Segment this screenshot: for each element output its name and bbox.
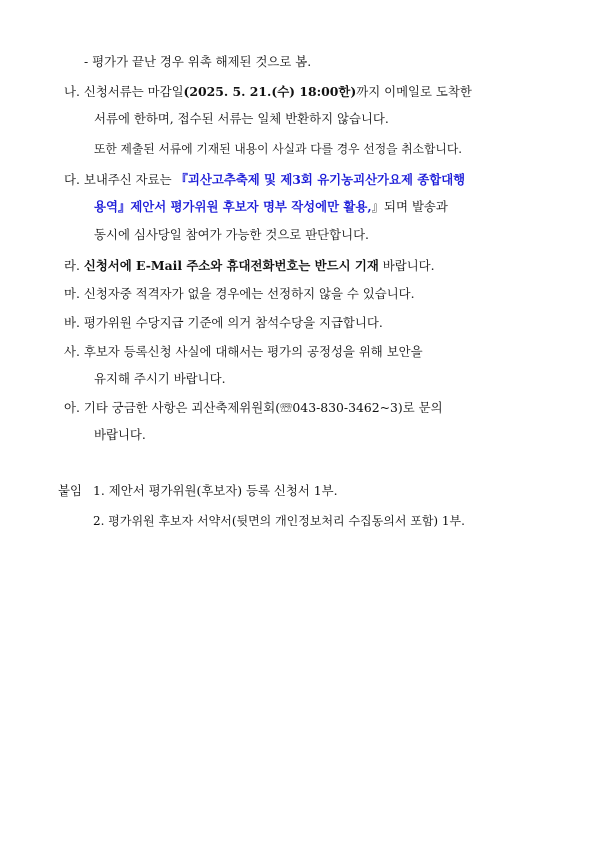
item-da-line3: 동시에 심사당일 참여가 가능한 것으로 판단합니다. [94,227,369,242]
item-da-text-end: 』되며 발송과 [371,199,448,214]
item-ma: 마. 신청자중 적격자가 없을 경우에는 선정하지 않을 수 있습니다. [64,286,415,301]
item-na-line3: 또한 제출된 서류에 기재된 내용이 사실과 다를 경우 선정을 취소합니다. [94,142,462,156]
item-da-line2 [94,199,448,215]
attachment-label: 붙임 [58,483,82,498]
attachment-1: 1. 제안서 평가위원(후보자) 등록 신청서 1부. [93,483,338,498]
item-ra-prefix: 라. [64,258,84,273]
item-na-text-end: 까지 이메일로 도착한 [356,84,472,99]
item-sa-line2: 유지해 주시기 바랍니다. [94,371,226,386]
service-title-cont: 용역』제안서 평가위원 후보자 명부 작성에만 활용, [94,199,372,214]
item-na-line2: 서류에 한하며, 접수된 서류는 일체 반환하지 않습니다. [94,111,389,126]
item-ra-suffix: 바랍니다. [378,258,435,273]
required-info: 신청서에 E-Mail 주소와 휴대전화번호는 반드시 기재 [83,258,379,273]
deadline: (2025. 5. 21.(수) 18:00한) [183,84,357,99]
item-da-text: 다. 보내주신 자료는 [64,172,176,187]
item-a-line1: 아. 기타 궁금한 사항은 괴산축제위원회(☏043-830-3462~3)로 문의 [64,400,443,415]
item-sa-line1: 사. 후보자 등록신청 사실에 대해서는 평가의 공정성을 위해 보안을 [64,344,423,359]
item-ra [64,258,435,274]
item-ba: 바. 평가위원 수당지급 기준에 의거 참석수당을 지급합니다. [64,315,383,330]
item-da-line1 [64,172,465,188]
attachment-2: 2. 평가위원 후보자 서약서(뒷면의 개인정보처리 수집동의서 포함) 1부. [93,514,465,528]
item-l1: - 평가가 끝난 경우 위촉 해제된 것으로 봄. [84,54,312,69]
item-na-line1 [64,84,472,100]
service-title: 『괴산고추축제 및 제3회 유기농괴산가요제 종합대행 [175,172,466,187]
item-na-text: 나. 신청서류는 마감일 [64,84,184,99]
item-a-line2: 바랍니다. [94,427,146,442]
